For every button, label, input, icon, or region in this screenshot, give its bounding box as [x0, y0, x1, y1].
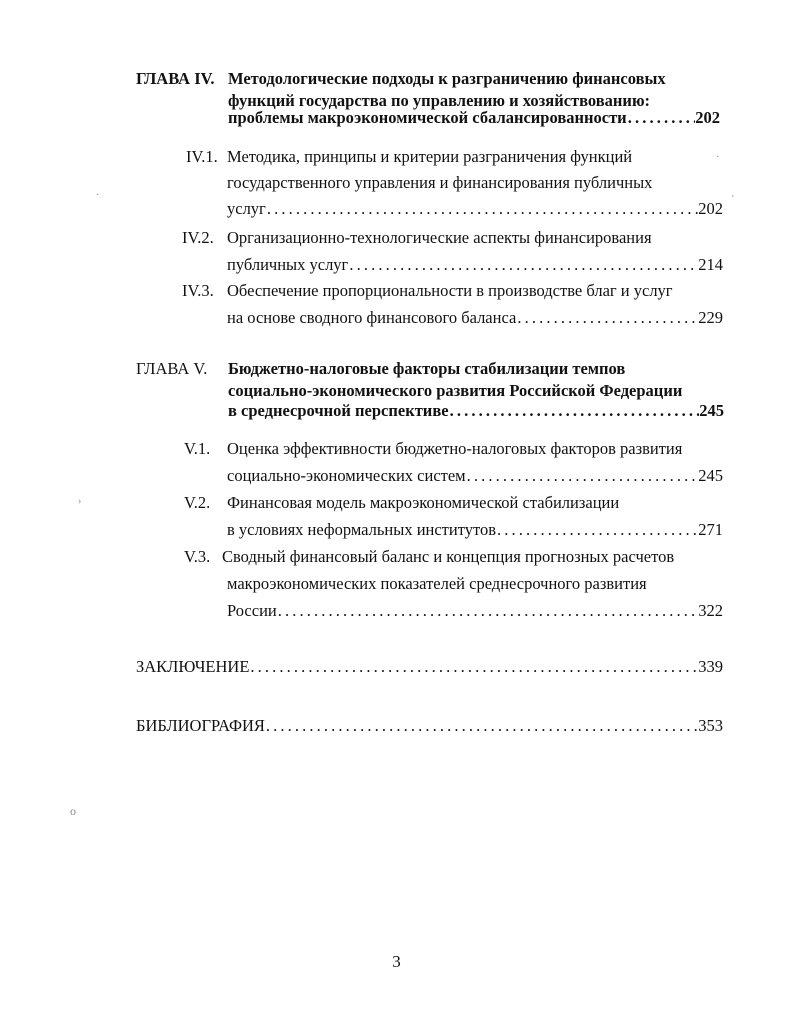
section-v3-line2: макроэкономических показателей среднесрочного развития [227, 574, 647, 593]
section-iv2-line1: Организационно-технологические аспекты финансирования [227, 228, 652, 247]
chapter4-title-line1: Методологические подходы к разграничению финансовых [228, 69, 666, 88]
section-iv1-number: IV.1. [186, 147, 218, 166]
section-iv1-line3 [227, 198, 723, 220]
section-iv3-line2-text: на основе сводного финансового баланса [227, 308, 517, 327]
dot-leader [449, 400, 700, 422]
chapter5-title-line3-text: в среднесрочной перспективе [228, 401, 449, 420]
section-iv1-line1: Методика, принципы и критерии разграничения функций [227, 147, 633, 166]
section-iv2-line2 [227, 254, 723, 276]
dot-leader [627, 107, 696, 129]
section-v3-page: 322 [698, 601, 723, 620]
conclusion-entry [136, 656, 723, 678]
dot-leader [266, 198, 698, 220]
section-v1-number: V.1. [184, 439, 211, 458]
dot-leader [516, 307, 698, 329]
dot-leader [277, 600, 699, 622]
chapter4-label: ГЛАВА IV. [136, 69, 215, 88]
dot-leader [496, 519, 698, 541]
section-iv3-line1: Обеспечение пропорциональности в производстве благ и услуг [227, 281, 673, 300]
chapter5-title-line1: Бюджетно-налоговые факторы стабилизации темпов [228, 359, 626, 378]
chapter5-page: 245 [699, 401, 724, 420]
chapter4-title-line3-text: проблемы макроэкономической сбалансированности [228, 108, 627, 127]
section-v2-line2-text: в условиях неформальных институтов [227, 520, 497, 539]
scan-speck: · [716, 152, 720, 163]
section-iv1-page: 202 [698, 199, 723, 218]
chapter4-page: 202 [695, 108, 720, 127]
section-v1-line1: Оценка эффективности бюджетно-налоговых факторов развития [227, 439, 683, 458]
section-iv3-line2 [227, 307, 723, 329]
section-v2-line1: Финансовая модель макроэкономической стабилизации [227, 493, 620, 512]
chapter5-label: ГЛАВА V. [136, 359, 208, 378]
conclusion-page: 339 [698, 657, 723, 676]
section-iv3-number: IV.3. [182, 281, 214, 300]
dot-leader [466, 465, 699, 487]
section-iv2-number: IV.2. [182, 228, 214, 247]
scan-speck: · [96, 190, 100, 201]
dot-leader [265, 715, 698, 737]
section-v2-line2 [227, 519, 723, 541]
section-v3-line1: Сводный финансовый баланс и концепция прогнозных расчетов [222, 547, 675, 566]
page-number: 3 [392, 952, 401, 971]
section-v3-line3 [227, 600, 723, 622]
section-v1-line2-text: социально-экономических систем [227, 466, 466, 485]
section-v1-line2 [227, 465, 723, 487]
dot-leader [249, 656, 698, 678]
section-v3-number: V.3. [184, 547, 211, 566]
chapter4-title-line3 [228, 107, 720, 129]
section-iv1-line3-text: услуг [227, 199, 266, 218]
scan-speck: o [70, 804, 76, 818]
section-iv2-page: 214 [698, 255, 723, 274]
section-v1-page: 245 [698, 466, 723, 485]
bibliography-entry [136, 715, 723, 737]
section-iv1-line2: государственного управления и финансирования публичных [227, 173, 653, 192]
section-v2-page: 271 [698, 520, 723, 539]
conclusion-label: ЗАКЛЮЧЕНИЕ [136, 657, 250, 676]
chapter4-title-line2: функций государства по управлению и хозяйствованию: [228, 91, 651, 110]
section-iv2-line2-text: публичных услуг [227, 255, 349, 274]
chapter5-title-line2: социально-экономического развития Российской Федерации [228, 381, 683, 400]
dot-leader [348, 254, 698, 276]
bibliography-page: 353 [698, 716, 723, 735]
section-v2-number: V.2. [184, 493, 211, 512]
section-iv3-page: 229 [698, 308, 723, 327]
scan-speck: ' [732, 194, 734, 205]
scan-speck: › [78, 496, 82, 507]
section-v3-line3-text: России [227, 601, 277, 620]
bibliography-label: БИБЛИОГРАФИЯ [136, 716, 265, 735]
chapter5-title-line3 [228, 400, 724, 422]
